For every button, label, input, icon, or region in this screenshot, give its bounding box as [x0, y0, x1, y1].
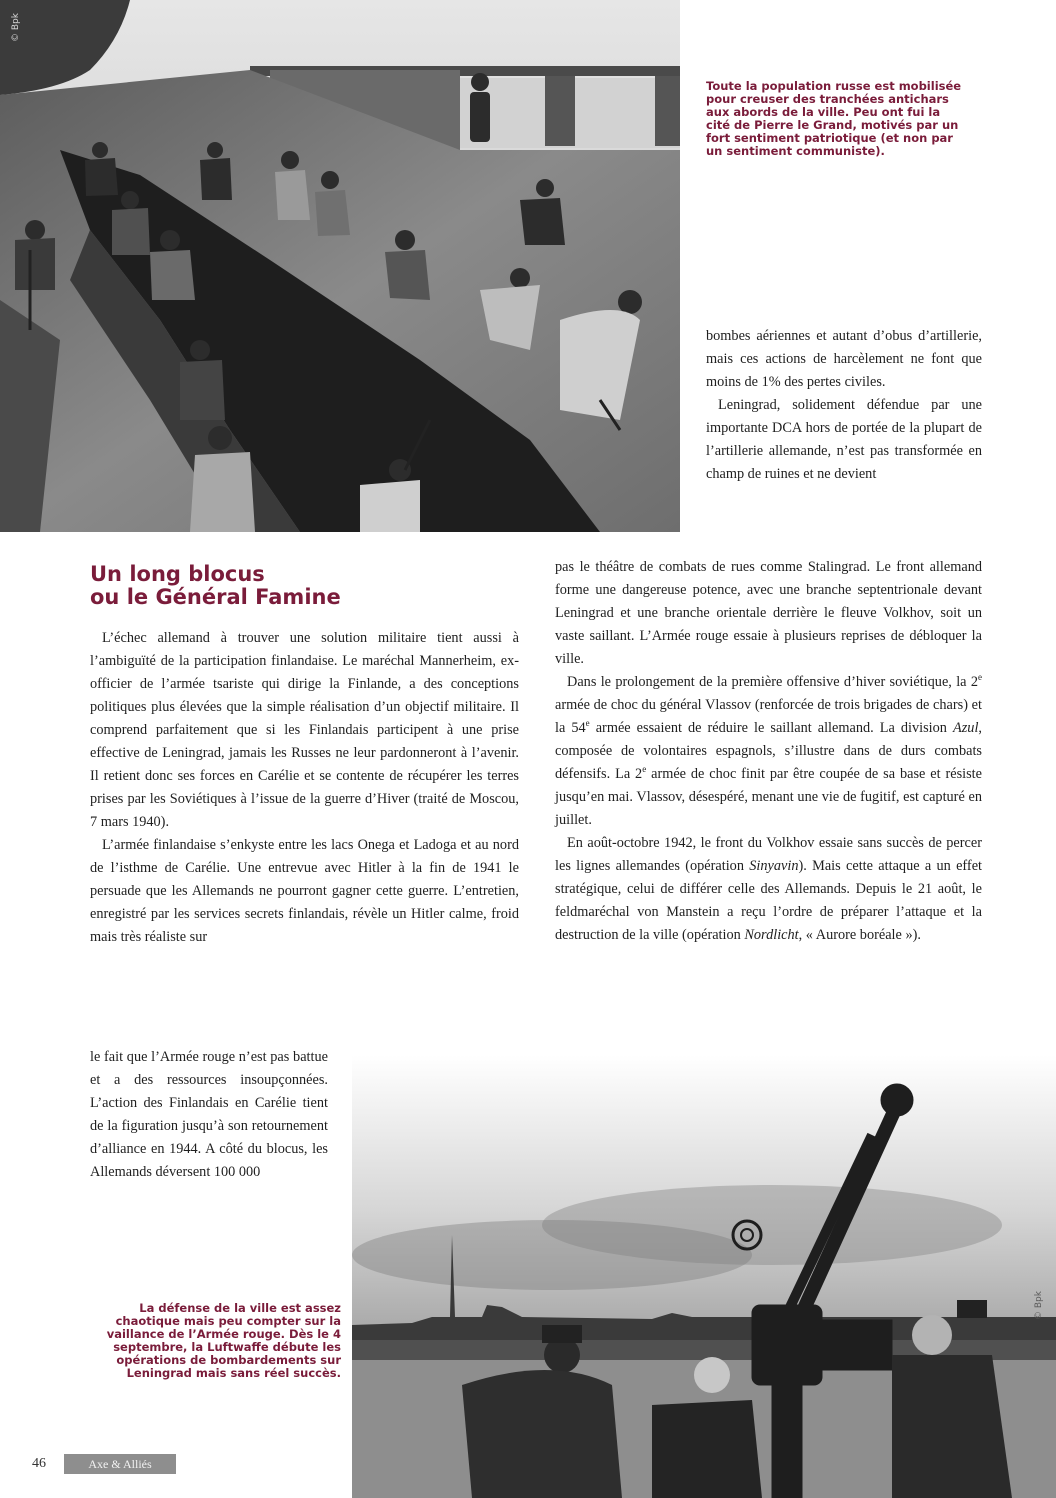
article-column-right [555, 556, 982, 947]
photo-credit-bottom: © Bpk [1034, 1291, 1044, 1320]
text-run: armée essaient de réduire le saillant allemand. La division [589, 720, 953, 736]
article-column-left [90, 627, 519, 949]
article-paragraph: bombes aériennes et autant d’obus d’artillerie, mais ces actions de harcèlement ne font que moins de 1% des pertes civiles. [706, 328, 982, 390]
article-paragraph: Leningrad, solidement défendue par une importante DCA hors de portée de la plupart de l’artillerie allemande, n’est pas transformée en champ de ruines et ne devient [706, 397, 982, 482]
photo-credit-top: © Bpk [11, 13, 21, 42]
section-heading-line: ou le Général Famine [90, 585, 341, 609]
text-run: armée de choc du général Vlassov (renforcée de trois brigades de chars) et la 54 [555, 697, 982, 736]
italic-run: Nordlicht [744, 927, 799, 943]
text-run: , « Aurore boréale »). [798, 927, 921, 943]
page-number: 46 [32, 1456, 46, 1471]
antiaircraft-gun-photo-icon [352, 1055, 1056, 1498]
section-heading [90, 563, 530, 609]
article-column-right-upper [706, 325, 982, 486]
article-paragraph: L’armée finlandaise s’enkyste entre les lacs Onega et Ladoga et au nord de l’isthme de Carélie. Une entrevue avec Hitler à la fin de 1941 le persuade que les Allemands ne pourront gagner cette guerre. L’entretien, enregistré par les services secrets finlandais, révèle un Hitler calme, froid mais très réaliste sur [90, 837, 519, 945]
text-run: armée de choc finit par être coupée de sa base et résiste jusqu’en mai. Vlassov, désespéré, menant une vie de fugitif, est capturé en juillet. [555, 766, 982, 828]
article-paragraph [555, 671, 982, 832]
article-paragraph: L’échec allemand à trouver une solution militaire tient aussi à l’ambiguïté de la participation finlandaise. Le maréchal Mannerheim, ex-officier de l’armée tsariste qui dirige la Finlande, a des conceptions politiques plus élevées que la simple réalisation d’un objectif militaire. Il comprend parfaitement que si les Finlandais participent à une prise effective de Leningrad, jamais les Russes ne leur pardonneront à l’avenir. Il retient donc ses forces en Carélie et se contente de récupérer les terres prises par les Soviétiques à l’issue de la guerre d’Hiver (traité de Moscou, 7 mars 1940). [90, 630, 519, 830]
superscript: e [978, 672, 982, 683]
text-run: ). Mais cette attaque a un effet stratégique, celui de différer celle des Allemands. Depuis le 21 août, le feldmaréchal von Manstein a reçu l’ordre de préparer l’attaque et la destruction de la ville (opération [555, 858, 983, 943]
trench-digging-photo-icon [0, 0, 680, 532]
text-run: Dans le prolongement de la première offensive d’hiver soviétique, la 2 [567, 674, 978, 690]
section-heading-line: Un long blocus [90, 562, 265, 586]
italic-run: Sinyavin [749, 858, 799, 874]
photo-caption-top: Toute la population russe est mobilisée pour creuser des tranchées antichars aux abords de la ville. Peu ont fui la cité de Pierre le Grand, motivés par un fort sentiment patriotique (et non par un sentiment communiste). [706, 79, 962, 158]
article-column-left-narrow [90, 1046, 328, 1184]
article-paragraph: le fait que l’Armée rouge n’est pas battue et a des ressources insoupçonnées. L’action des Finlandais en Carélie tient de la figuration jusqu’à son retournement d’alliance en 1944. A côté du blocus, les Allemands déversent 100 000 [90, 1049, 328, 1180]
superscript: e [585, 718, 590, 729]
article-paragraph: pas le théâtre de combats de rues comme Stalingrad. Le front allemand forme une dangereuse potence, avec une branche septentrionale devant Leningrad et une branche orientale derrière le fleuve Volkhov, soit un vaste saillant. L’Armée rouge essaie à plusieurs reprises de débloquer la ville. [555, 559, 982, 667]
superscript: e [642, 764, 647, 775]
trench-digging-photo [0, 0, 680, 532]
text-run: , composée de volontaires espagnols, s’illustre dans de durs combats défensifs. La 2 [555, 720, 982, 782]
magazine-name-tag: Axe & Alliés [64, 1454, 176, 1474]
antiaircraft-gun-photo [352, 1055, 1056, 1498]
text-run: En août-octobre 1942, le front du Volkhov essaie sans succès de percer les lignes allemandes (opération [555, 835, 982, 874]
photo-caption-bottom: La défense de la ville est assez chaotique mais peu compter sur la vaillance de l’Armée rouge. Dès le 4 septembre, la Luftwaffe débute les opérations de bombardements sur Leningrad mais sans réel succès. [106, 1301, 341, 1380]
italic-run: Azul [953, 720, 979, 736]
article-paragraph [555, 832, 982, 947]
